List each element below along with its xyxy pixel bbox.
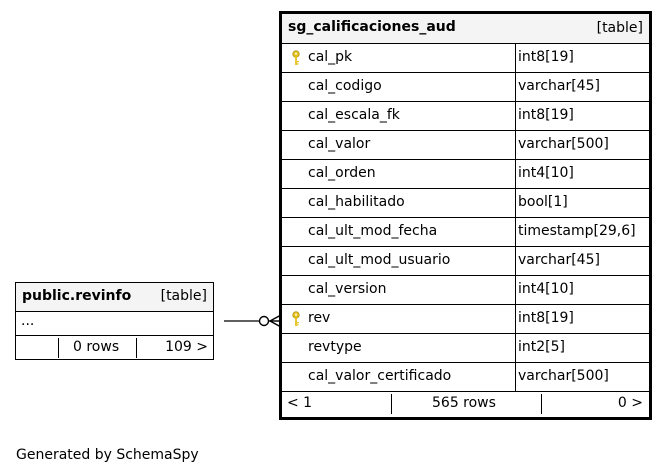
column-type: int8[19]	[518, 49, 574, 65]
column-type: varchar[45]	[518, 252, 600, 268]
table-name[interactable]: public.revinfo	[22, 288, 132, 304]
table-name[interactable]: sg_calificaciones_aud	[288, 19, 456, 35]
column-name: cal_version	[308, 281, 387, 297]
ellipsis-text: ...	[21, 313, 35, 329]
column-name: cal_codigo	[308, 78, 382, 94]
column-name: cal_valor	[308, 136, 371, 152]
column-name: cal_pk	[308, 49, 353, 65]
column-type: int4[10]	[518, 165, 574, 181]
column-type: bool[1]	[518, 194, 568, 210]
column-type: varchar[500]	[518, 368, 609, 384]
crows-foot-upper	[270, 315, 281, 321]
column-type: int2[5]	[518, 339, 565, 355]
zero-cardinality-circle	[260, 317, 269, 326]
column-type: varchar[45]	[518, 78, 600, 94]
column-name: cal_habilitado	[308, 194, 405, 210]
column-type: int4[10]	[518, 281, 574, 297]
row-count: 565 rows	[432, 395, 496, 411]
column-type: int8[19]	[518, 107, 574, 123]
column-name: cal_ult_mod_fecha	[308, 223, 438, 239]
column-type: timestamp[29,6]	[518, 223, 636, 239]
crows-foot-lower	[270, 321, 281, 327]
table-kind: [table]	[596, 20, 643, 36]
parent-count[interactable]: < 1	[287, 395, 313, 411]
column-type: varchar[500]	[518, 136, 609, 152]
child-count[interactable]: 0 >	[617, 395, 643, 411]
generated-by-label: Generated by SchemaSpy	[16, 447, 199, 463]
column-name: revtype	[308, 339, 362, 355]
column-name: cal_escala_fk	[308, 107, 400, 123]
column-name: cal_orden	[308, 165, 376, 181]
table-kind: [table]	[160, 288, 207, 304]
column-name: cal_ult_mod_usuario	[308, 252, 451, 268]
row-count: 0 rows	[73, 339, 120, 355]
column-type: int8[19]	[518, 310, 574, 326]
column-name: rev	[308, 310, 331, 326]
column-name: cal_valor_certificado	[308, 368, 452, 384]
child-count[interactable]: 109 >	[165, 339, 208, 355]
